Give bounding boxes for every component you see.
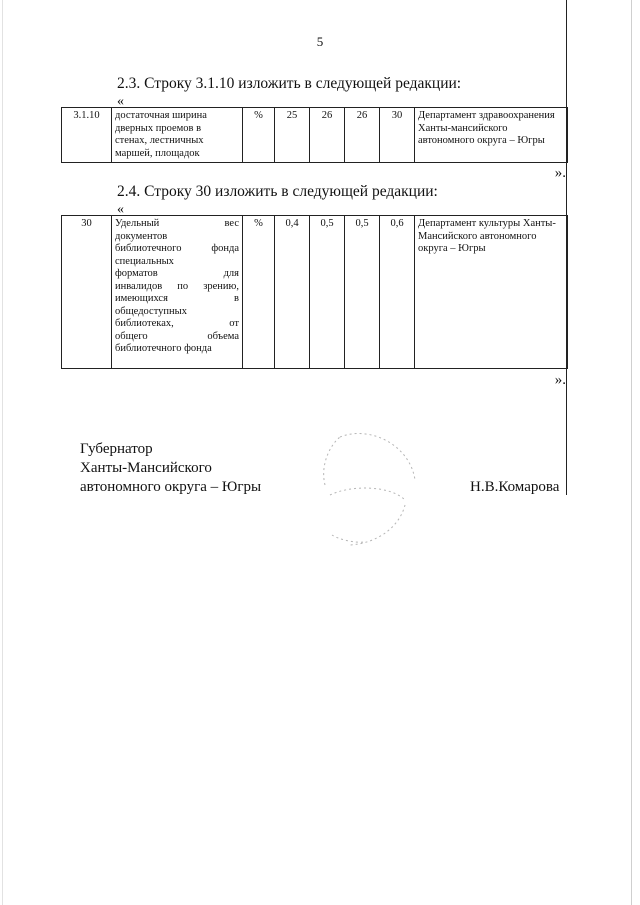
signature-title-line: Губернатор (80, 441, 153, 457)
row-description-cell (112, 108, 243, 163)
responsible-line: автономного округа – Югры (418, 135, 545, 146)
description-line: библиотечного фонда (115, 243, 239, 254)
description-line: дверных проемов в (115, 122, 202, 134)
description-line: библиотечного фонда (115, 343, 212, 354)
description-line: документов (115, 230, 168, 242)
seal-stamp-icon (310, 425, 430, 555)
responsible-line: Ханты-мансийского (418, 122, 508, 134)
responsible-line: Департамент культуры Ханты- (418, 218, 556, 229)
scan-edge-right (631, 0, 632, 905)
row-responsible-cell (415, 108, 568, 163)
signature-title-line: автономного округа – Югры (80, 479, 262, 495)
row-value-cell: 0,4 (275, 216, 310, 369)
row-code-cell: 3.1.10 (62, 108, 112, 163)
description-line: библиотеках, от (115, 318, 239, 329)
description-line: стенах, лестничных (115, 135, 204, 146)
section-2-3-close-quote: ». (554, 165, 566, 181)
description-line: достаточная ширина (115, 110, 207, 121)
responsible-line: округа – Югры (418, 243, 486, 254)
row-3-1-10-table (61, 107, 568, 163)
row-unit-cell: % (243, 108, 275, 163)
responsible-line: Департамент здравоохранения (418, 110, 555, 121)
scan-edge-left (2, 0, 3, 905)
description-line: маршей, площадок (115, 147, 200, 159)
row-value-cell: 30 (380, 108, 415, 163)
description-line: общедоступных (115, 305, 187, 317)
description-line: инвалидов по зрению, (115, 280, 239, 292)
row-value-cell: 0,5 (345, 216, 380, 369)
signature-name: Н.В.Комарова (470, 479, 560, 495)
row-30-table (61, 215, 568, 369)
signature-title (80, 440, 261, 497)
row-description-cell (112, 216, 243, 369)
row-value-cell: 0,5 (310, 216, 345, 369)
row-value-cell: 25 (275, 108, 310, 163)
description-line: специальных (115, 255, 174, 267)
description-line: Удельный вес (115, 218, 239, 229)
section-2-4-open-quote: « (117, 202, 124, 217)
table-row (62, 216, 568, 369)
row-value-cell: 26 (310, 108, 345, 163)
page-number: 5 (316, 34, 324, 49)
row-unit-cell: % (243, 216, 275, 369)
section-2-3-heading: 2.3. Строку 3.1.10 изложить в следующей редакции: (117, 75, 462, 92)
table-row (62, 108, 568, 163)
row-responsible-cell (415, 216, 568, 369)
description-line: общего объема (115, 330, 239, 342)
section-2-4-heading: 2.4. Строку 30 изложить в следующей редакции: (117, 183, 438, 200)
description-line: имеющихся в (115, 293, 239, 304)
signature-title-line: Ханты-Мансийского (80, 460, 212, 476)
scan-vertical-line (566, 0, 567, 495)
section-2-3-open-quote: « (117, 94, 124, 109)
description-line: форматов для (115, 268, 239, 279)
row-value-cell: 0,6 (380, 216, 415, 369)
responsible-line: Мансийского автономного (418, 230, 537, 242)
section-2-4-close-quote: ». (554, 372, 566, 388)
row-value-cell: 26 (345, 108, 380, 163)
row-code-cell: 30 (62, 216, 112, 369)
